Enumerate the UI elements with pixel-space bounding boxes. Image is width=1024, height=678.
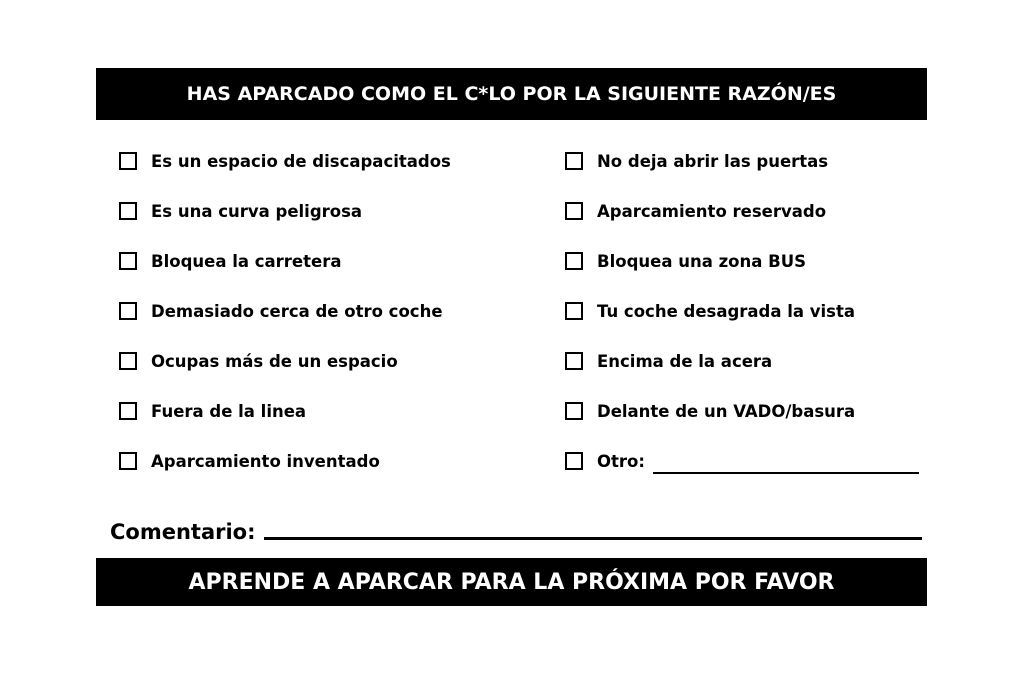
footer-text: APRENDE A APARCAR PARA LA PRÓXIMA POR FAVOR (188, 569, 835, 595)
item-label: Es una curva peligrosa (151, 201, 363, 221)
header-banner (96, 68, 927, 120)
checkbox[interactable] (119, 152, 137, 170)
item-label: Bloquea la carretera (151, 251, 342, 271)
checklist-item-too-close[interactable] (117, 286, 451, 336)
item-label: Ocupas más de un espacio (151, 351, 398, 371)
other-fill-line[interactable] (653, 472, 919, 474)
checklist-item-multiple-spaces[interactable] (117, 336, 451, 386)
checklist-item-dangerous-curve[interactable] (117, 186, 451, 236)
checkbox[interactable] (565, 252, 583, 270)
footer-banner (96, 558, 927, 606)
checklist-item-bus-zone[interactable] (563, 236, 919, 286)
comment-label: Comentario: (110, 520, 256, 544)
item-label: Aparcamiento inventado (151, 451, 380, 471)
item-label: Aparcamiento reservado (597, 201, 827, 221)
reasons-left-column (117, 136, 451, 486)
checkbox[interactable] (565, 402, 583, 420)
checkbox[interactable] (119, 252, 137, 270)
item-label: Encima de la acera (597, 351, 773, 371)
item-label: Delante de un VADO/basura (597, 401, 856, 421)
checklist-item-blocks-road[interactable] (117, 236, 451, 286)
checklist-item-on-sidewalk[interactable] (563, 336, 919, 386)
item-label: Demasiado cerca de otro coche (151, 301, 443, 321)
item-label: Otro: (597, 451, 645, 471)
checklist-item-invented-parking[interactable] (117, 436, 451, 486)
checkbox[interactable] (565, 202, 583, 220)
checklist-item-reserved-parking[interactable] (563, 186, 919, 236)
checkbox[interactable] (565, 452, 583, 470)
item-label: Es un espacio de discapacitados (151, 151, 451, 171)
item-label: Tu coche desagrada la vista (597, 301, 856, 321)
checklist-item-doors-blocked[interactable] (563, 136, 919, 186)
checkbox[interactable] (119, 452, 137, 470)
checklist-item-driveway[interactable] (563, 386, 919, 436)
checkbox[interactable] (119, 402, 137, 420)
checkbox[interactable] (119, 302, 137, 320)
checklist-item-outside-line[interactable] (117, 386, 451, 436)
item-label: No deja abrir las puertas (597, 151, 829, 171)
checkbox[interactable] (565, 302, 583, 320)
checkbox[interactable] (119, 352, 137, 370)
reasons-right-column (563, 136, 919, 486)
checkbox[interactable] (119, 202, 137, 220)
checkbox[interactable] (565, 352, 583, 370)
header-title: HAS APARCADO COMO EL C*LO POR LA SIGUIENTE RAZÓN/ES (186, 83, 837, 105)
comment-field[interactable] (110, 508, 922, 544)
item-label: Bloquea una zona BUS (597, 251, 806, 271)
item-label: Fuera de la linea (151, 401, 307, 421)
checkbox[interactable] (565, 152, 583, 170)
checklist-item-other[interactable] (563, 436, 919, 486)
checklist-item-ugly-car[interactable] (563, 286, 919, 336)
comment-fill-line[interactable] (264, 537, 922, 540)
checklist-item-disabled-space[interactable] (117, 136, 451, 186)
